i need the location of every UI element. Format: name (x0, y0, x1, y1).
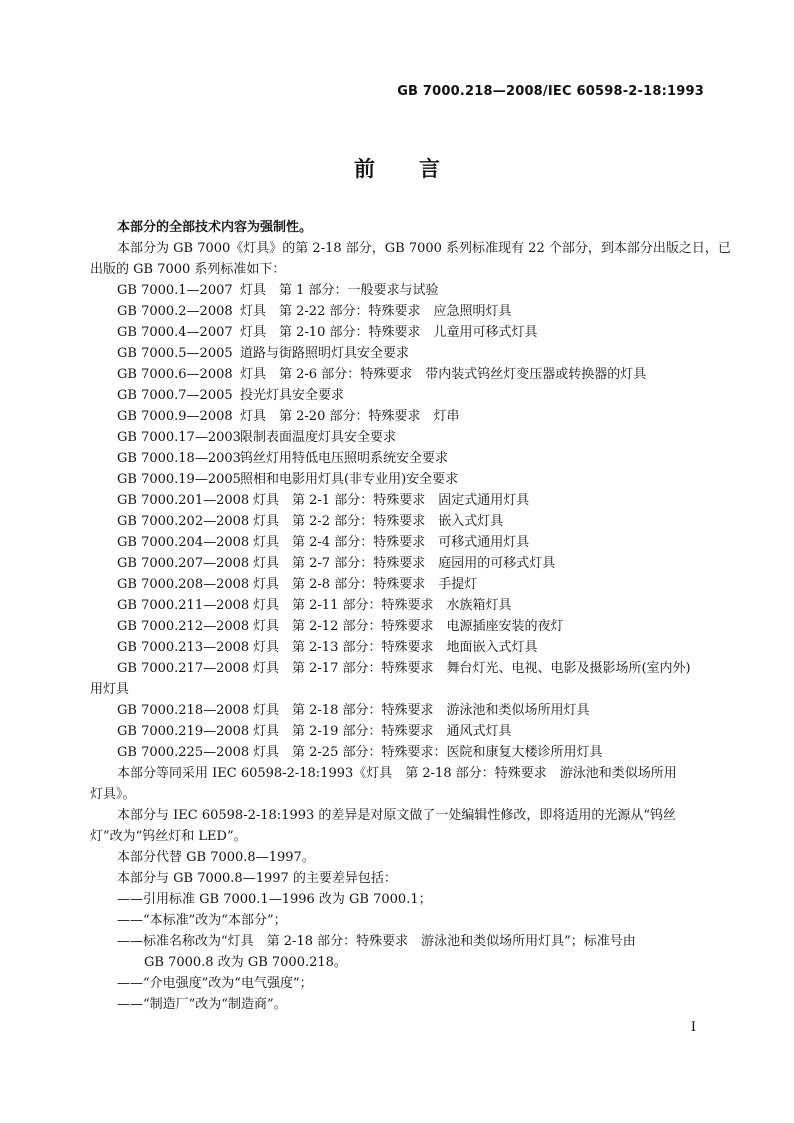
standard-title: 照相和电影用灯具(非专业用)安全要求 (240, 472, 459, 487)
standard-title: 灯具 第 2-25 部分：特殊要求：医院和康复大楼诊所用灯具 (253, 745, 603, 760)
standard-list-item (90, 406, 706, 427)
page-title: 前言 (354, 157, 484, 181)
standard-code: GB 7000.219—2008 (117, 724, 250, 739)
standard-code: GB 7000.202—2008 (117, 514, 250, 529)
standard-list-item (90, 427, 706, 448)
standard-title: 灯具 第 2-12 部分：特殊要求 电源插座安装的夜灯 (253, 619, 564, 634)
standard-title: 灯具 第 2-1 部分：特殊要求 固定式通用灯具 (253, 493, 530, 508)
paragraph-line: 本部分与 IEC 60598-2-18:1993 的差异是对原文做了一处编辑性修改，即将适用的光源从“钨丝 (117, 808, 677, 823)
standard-title-continuation: 用灯具 (90, 682, 130, 697)
paragraph-line: 本部分等同采用 IEC 60598-2-18:1993《灯具 第 2-18 部分：特殊要求 游泳池和类似场所用 (117, 766, 677, 781)
standard-code: GB 7000.225—2008 (117, 745, 250, 760)
standard-code: GB 7000.6—2008 (117, 367, 233, 382)
standard-list-item (90, 553, 706, 574)
paragraph-line: 本部分与 GB 7000.8—1997 的主要差异包括： (117, 871, 397, 886)
paragraph-line: 本部分代替 GB 7000.8—1997。 (117, 850, 315, 865)
standard-title: 灯具 第 2-7 部分：特殊要求 庭园用的可移式灯具 (253, 556, 556, 571)
standard-title: 灯具 第 2-17 部分：特殊要求 舞台灯光、电视、电影及摄影场所(室内外) (253, 661, 691, 676)
standard-title: 道路与街路照明灯具安全要求 (240, 346, 410, 361)
standard-list-item (90, 343, 706, 364)
standard-code: GB 7000.7—2005 (117, 388, 233, 403)
page-number: I (690, 1020, 696, 1035)
standard-title: 灯具 第 2-18 部分：特殊要求 游泳池和类似场所用灯具 (253, 703, 590, 718)
difference-item-continuation: GB 7000.8 改为 GB 7000.218。 (144, 955, 347, 970)
standard-list-item (90, 511, 706, 532)
standard-title: 灯具 第 2-2 部分：特殊要求 嵌入式灯具 (253, 514, 504, 529)
standard-list-item (90, 490, 706, 511)
standard-list-item (90, 658, 706, 679)
standard-list-item (90, 280, 706, 301)
standard-code: GB 7000.212—2008 (117, 619, 250, 634)
paragraph-line: 灯具》。 (90, 787, 136, 802)
standard-list-item (90, 616, 706, 637)
standard-list-item (90, 721, 706, 742)
standard-code: GB 7000.213—2008 (117, 640, 250, 655)
standard-code: GB 7000.9—2008 (117, 409, 233, 424)
standard-title: 限制表面温度灯具安全要求 (240, 430, 397, 445)
difference-item: ——“介电强度”改为“电气强度”； (117, 976, 313, 991)
standard-title: 灯具 第 2-11 部分：特殊要求 水族箱灯具 (253, 598, 512, 613)
standard-code: GB 7000.217—2008 (117, 661, 250, 676)
standard-code: GB 7000.18—2003 (117, 451, 241, 466)
standard-code: GB 7000.211—2008 (117, 598, 250, 613)
difference-item: ——“本标准”改为“本部分”； (117, 913, 287, 928)
paragraph-line: 本部分为 GB 7000《灯具》的第 2-18 部分，GB 7000 系列标准现有 22 个部分，到本部分出版之日，已 (117, 241, 731, 256)
standard-list-item (90, 532, 706, 553)
standard-title: 钨丝灯用特低电压照明系统安全要求 (240, 451, 449, 466)
mandatory-statement: 本部分的全部技术内容为强制性。 (117, 220, 313, 235)
standard-list-item (90, 448, 706, 469)
standard-title: 灯具 第 2-4 部分：特殊要求 可移式通用灯具 (253, 535, 530, 550)
standard-code: GB 7000.5—2005 (117, 346, 233, 361)
standard-title: 灯具 第 2-22 部分：特殊要求 应急照明灯具 (240, 304, 512, 319)
difference-item: ——标准名称改为“灯具 第 2-18 部分：特殊要求 游泳池和类似场所用灯具”；标准号由 (117, 934, 636, 949)
standard-code: GB 7000.218—2008 (117, 703, 250, 718)
standard-list-item (90, 637, 706, 658)
standard-code: GB 7000.207—2008 (117, 556, 250, 571)
preface-body (90, 217, 731, 1015)
standard-title: 灯具 第 2-10 部分：特殊要求 儿童用可移式灯具 (240, 325, 538, 340)
standard-title: 灯具 第 2-6 部分：特殊要求 带内装式钨丝灯变压器或转换器的灯具 (240, 367, 647, 382)
paragraph-line: 灯”改为“钨丝灯和 LED”。 (90, 829, 247, 844)
standard-code: GB 7000.19—2005 (117, 472, 241, 487)
standard-title: 投光灯具安全要求 (240, 388, 345, 403)
standard-code: GB 7000.1—2007 (117, 283, 233, 298)
standard-code: GB 7000.208—2008 (117, 577, 250, 592)
standard-list-item (90, 469, 706, 490)
standard-code-header: GB 7000.218—2008/IEC 60598-2-18:1993 (397, 84, 704, 99)
standard-code: GB 7000.201—2008 (117, 493, 250, 508)
standard-code: GB 7000.4—2007 (117, 325, 233, 340)
standard-list-item (90, 574, 706, 595)
standard-list-item (90, 742, 706, 763)
standard-title: 灯具 第 2-8 部分：特殊要求 手提灯 (253, 577, 478, 592)
standard-code: GB 7000.204—2008 (117, 535, 250, 550)
difference-item: ——引用标准 GB 7000.1—1996 改为 GB 7000.1； (117, 892, 432, 907)
paragraph-line: 出版的 GB 7000 系列标准如下： (90, 262, 286, 277)
standard-title: 灯具 第 2-20 部分：特殊要求 灯串 (240, 409, 460, 424)
standard-list-item (90, 301, 706, 322)
standard-list-item (90, 700, 706, 721)
standard-code: GB 7000.17—2003 (117, 430, 241, 445)
standard-code: GB 7000.2—2008 (117, 304, 233, 319)
standard-title: 灯具 第 2-13 部分：特殊要求 地面嵌入式灯具 (253, 640, 538, 655)
standard-title: 灯具 第 2-19 部分：特殊要求 通风式灯具 (253, 724, 512, 739)
standard-list-item (90, 385, 706, 406)
standard-title: 灯具 第 1 部分：一般要求与试验 (240, 283, 439, 298)
standard-list-item (90, 322, 706, 343)
standard-list-item (90, 595, 706, 616)
standard-list-item (90, 364, 706, 385)
difference-item: ——“制造厂”改为“制造商”。 (117, 997, 287, 1012)
